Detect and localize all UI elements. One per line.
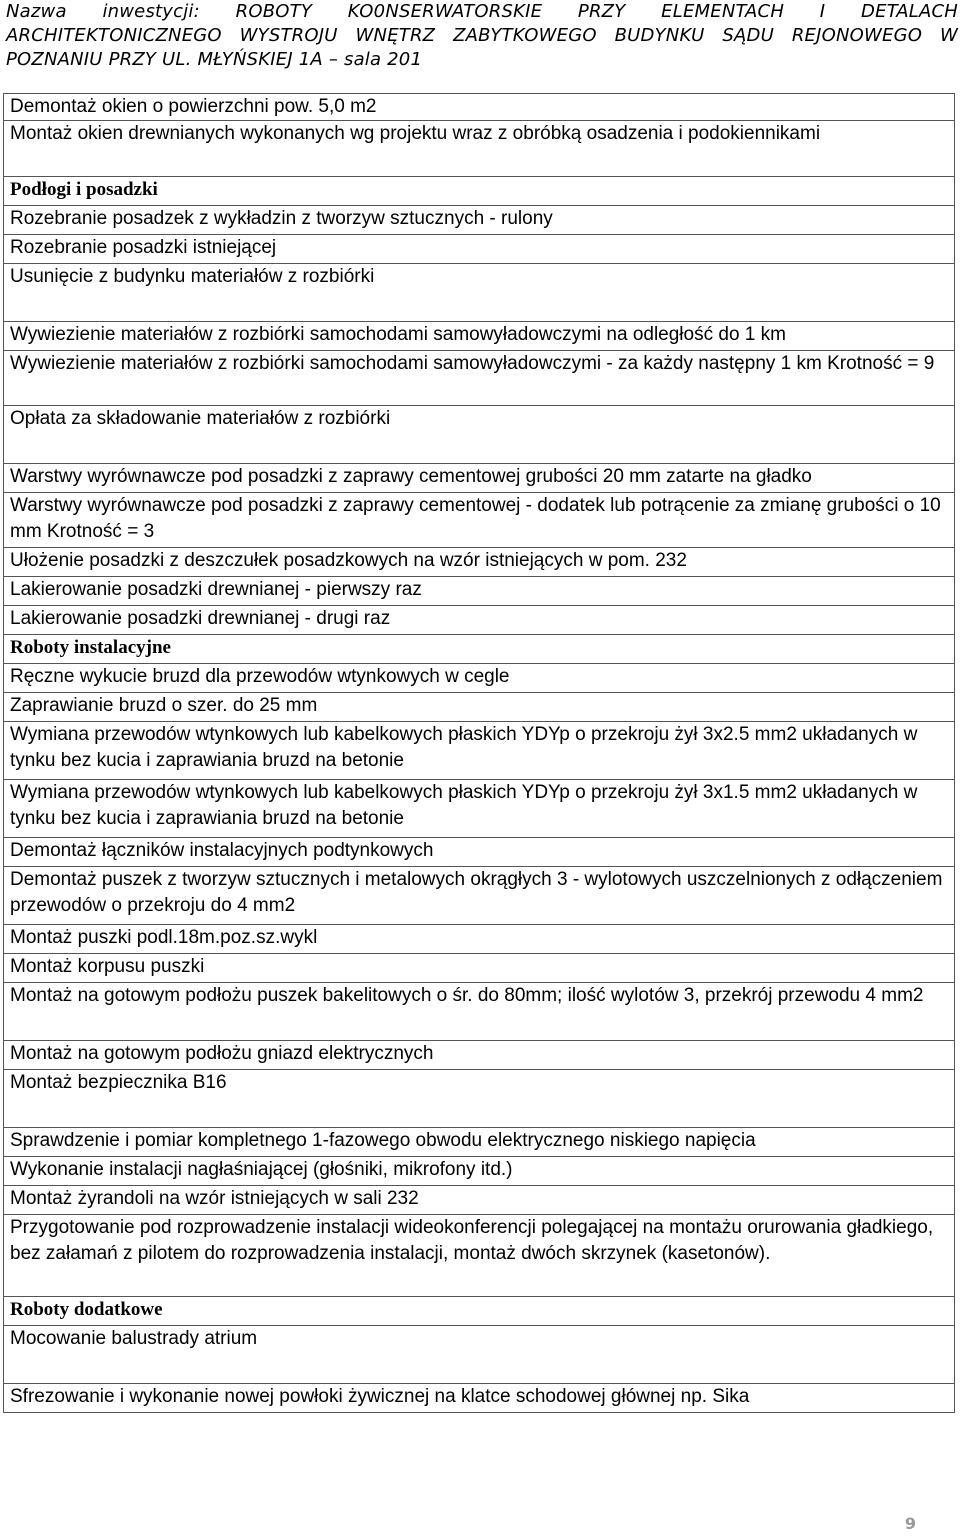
work-item-text: Wywiezienie materiałów z rozbiórki samochodami samowyładowczymi na odległość do 1 km: [4, 322, 955, 351]
work-item-text: Sprawdzenie i pomiar kompletnego 1-fazowego obwodu elektrycznego niskiego napięcia: [4, 1128, 955, 1157]
work-item-text: Ułożenie posadzki z deszczułek posadzkowych na wzór istniejących w pom. 232: [4, 548, 955, 577]
work-item-text: Mocowanie balustrady atrium: [4, 1326, 955, 1384]
work-item-text: Zaprawianie bruzd o szer. do 25 mm: [4, 693, 955, 722]
table-row: [4, 464, 955, 493]
table-row: [4, 577, 955, 606]
table-row: [4, 606, 955, 635]
work-item-text: Przygotowanie pod rozprowadzenie instalacji wideokonferencji polegającej na montażu orurowania gładkiego, bez załamań z pilotem do rozprowadzenia instalacji, montaż dwóch skrzynek (kasetonów).: [4, 1215, 955, 1297]
table-row: [4, 121, 955, 177]
work-item-text: Lakierowanie posadzki drewnianej - drugi raz: [4, 606, 955, 635]
table-row: [4, 548, 955, 577]
work-item-text: Ręczne wykucie bruzd dla przewodów wtynkowych w cegle: [4, 664, 955, 693]
work-item-text: Montaż okien drewnianych wykonanych wg projektu wraz z obróbką osadzenia i podokiennikami: [4, 121, 955, 177]
work-item-text: Usunięcie z budynku materiałów z rozbiórki: [4, 264, 955, 322]
work-item-text: Wywiezienie materiałów z rozbiórki samochodami samowyładowczymi - za każdy następny 1 km Krotność = 9: [4, 351, 955, 406]
work-item-text: Wymiana przewodów wtynkowych lub kabelkowych płaskich YDYp o przekroju żył 3x2.5 mm2 układanych w tynku bez kucia i zaprawiania bruzd na betonie: [4, 722, 955, 780]
table-row: [4, 1384, 955, 1413]
section-heading: Roboty dodatkowe: [4, 1297, 955, 1326]
work-item-text: Demontaż puszek z tworzyw sztucznych i metalowych okrągłych 3 - wylotowych uszczelnionych z odłączeniem przewodów o przekroju do 4 mm2: [4, 867, 955, 925]
page-number: 9: [904, 1514, 916, 1533]
work-item-text: Warstwy wyrównawcze pod posadzki z zaprawy cementowej grubości 20 mm zatarte na gładko: [4, 464, 955, 493]
work-item-text: Montaż korpusu puszki: [4, 954, 955, 983]
table-row: [4, 693, 955, 722]
work-item-text: Montaż na gotowym podłożu gniazd elektrycznych: [4, 1041, 955, 1070]
header-line-1: Nazwa inwestycji: ROBOTY KO0NSERWATORSKIE PRZY ELEMENTACH I DETALACH: [6, 1, 958, 22]
section-heading: Roboty instalacyjne: [4, 635, 955, 664]
header-line-2: ARCHITEKTONICZNEGO WYSTROJU WNĘTRZ ZABYTKOWEGO BUDYNKU SĄDU REJONOWEGO W: [6, 25, 958, 46]
section-heading: Podłogi i posadzki: [4, 177, 955, 206]
work-item-text: Montaż bezpiecznika B16: [4, 1070, 955, 1128]
table-row: [4, 206, 955, 235]
work-item-text: Wymiana przewodów wtynkowych lub kabelkowych płaskich YDYp o przekroju żył 3x1.5 mm2 układanych w tynku bez kucia i zaprawiania bruzd na betonie: [4, 780, 955, 838]
work-item-text: Wykonanie instalacji nagłaśniającej (głośniki, mikrofony itd.): [4, 1157, 955, 1186]
table-row: [4, 1070, 955, 1128]
work-item-text: Montaż żyrandoli na wzór istniejących w sali 232: [4, 1186, 955, 1215]
work-item-text: Opłata za składowanie materiałów z rozbiórki: [4, 406, 955, 464]
table-row: [4, 94, 955, 121]
table-row: [4, 235, 955, 264]
table-row: [4, 1128, 955, 1157]
work-item-text: Demontaż okien o powierzchni pow. 5,0 m2: [4, 94, 955, 121]
work-item-text: Montaż na gotowym podłożu puszek bakelitowych o śr. do 80mm; ilość wylotów 3, przekrój przewodu 4 mm2: [4, 983, 955, 1041]
table-row: [4, 1186, 955, 1215]
works-table: [3, 93, 955, 1413]
work-item-text: Warstwy wyrównawcze pod posadzki z zaprawy cementowej - dodatek lub potrącenie za zmianę grubości o 10 mm Krotność = 3: [4, 493, 955, 548]
table-row: [4, 1041, 955, 1070]
table-row: [4, 954, 955, 983]
table-row: [4, 406, 955, 464]
section-heading-row: [4, 177, 955, 206]
table-row: [4, 264, 955, 322]
table-row: [4, 780, 955, 838]
work-item-text: Sfrezowanie i wykonanie nowej powłoki żywicznej na klatce schodowej głównej np. Sika: [4, 1384, 955, 1413]
table-row: [4, 838, 955, 867]
work-item-text: Demontaż łączników instalacyjnych podtynkowych: [4, 838, 955, 867]
section-heading-row: [4, 635, 955, 664]
document-header: [6, 0, 958, 72]
table-row: [4, 1215, 955, 1297]
section-heading-row: [4, 1297, 955, 1326]
table-row: [4, 322, 955, 351]
table-row: [4, 664, 955, 693]
table-row: [4, 867, 955, 925]
table-row: [4, 351, 955, 406]
table-row: [4, 1326, 955, 1384]
work-item-text: Rozebranie posadzek z wykładzin z tworzyw sztucznych - rulony: [4, 206, 955, 235]
work-item-text: Rozebranie posadzki istniejącej: [4, 235, 955, 264]
table-row: [4, 722, 955, 780]
work-item-text: Lakierowanie posadzki drewnianej - pierwszy raz: [4, 577, 955, 606]
works-table-body: [4, 94, 955, 1413]
header-line-3: POZNANIU PRZY UL. MŁYŃSKIEJ 1A – sala 201: [6, 49, 423, 70]
table-row: [4, 925, 955, 954]
table-row: [4, 1157, 955, 1186]
work-item-text: Montaż puszki podl.18m.poz.sz.wykl: [4, 925, 955, 954]
table-row: [4, 493, 955, 548]
table-row: [4, 983, 955, 1041]
